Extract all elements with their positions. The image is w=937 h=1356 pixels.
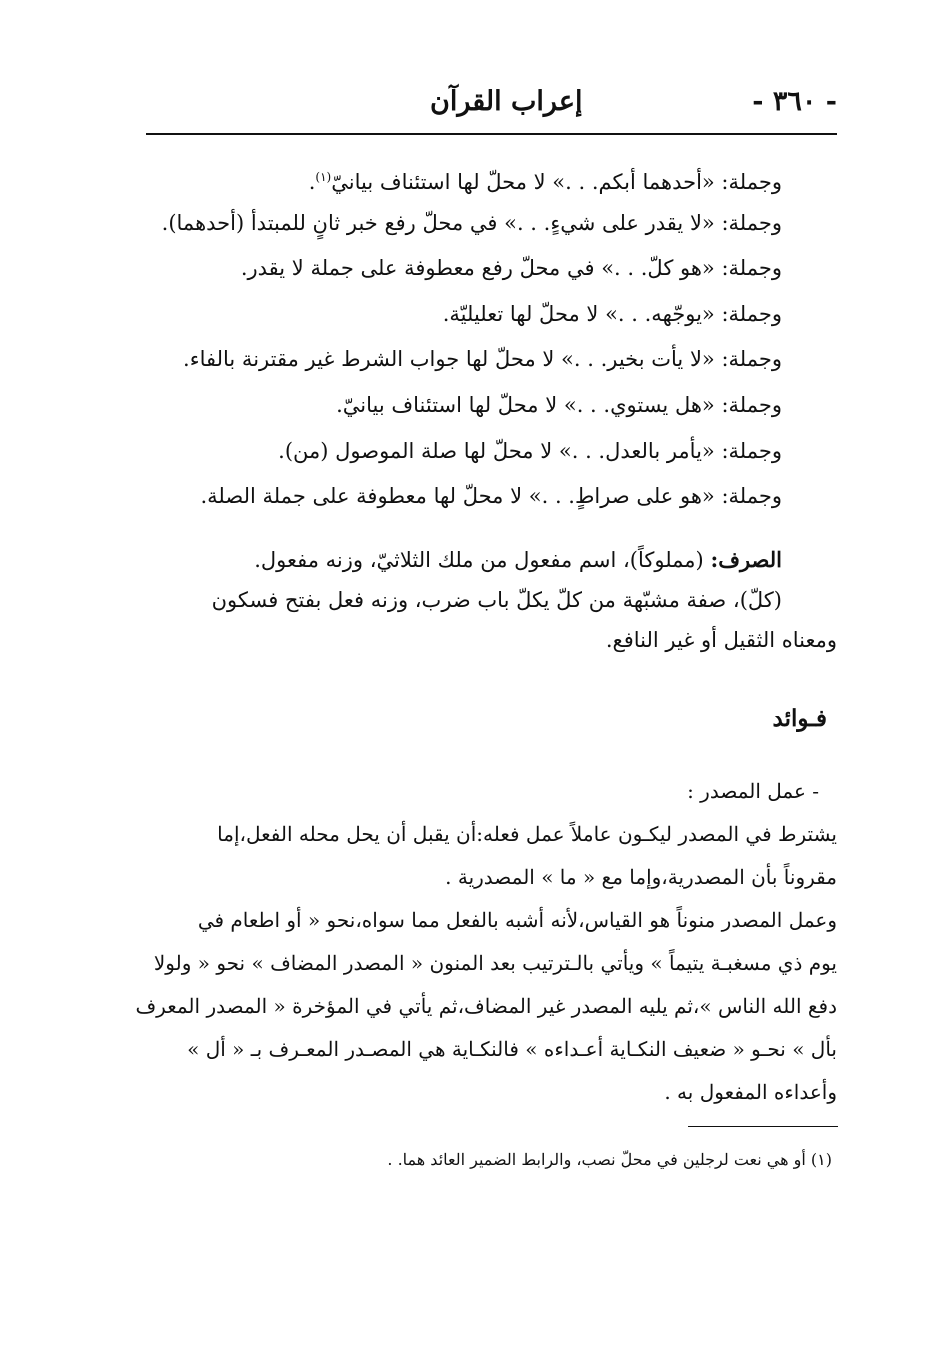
morphology-line: ومعناه الثقيل أو غير النافع. xyxy=(605,628,837,652)
sentence-line: وجملة: «أحدهما أبكم. . .» لا محلّ لها استئناف بيانيّ$^{(١)}$. xyxy=(308,170,782,194)
benefit-line: بأل » نحـو « ضعيف النكـاية أعـداءه » فالنكـاية هي المصـدر المعـرف بـ « أل » xyxy=(187,1037,837,1061)
running-title: إعراب القرآن xyxy=(430,86,583,117)
morphology-line: (كلّ)، صفة مشبّهة من كلّ يكلّ باب ضرب، وزنه فعل بفتح فسكون xyxy=(211,588,782,612)
benefit-line: وأعداءه المفعول به . xyxy=(664,1080,837,1104)
page-number: - ٣٦٠ - xyxy=(752,86,837,117)
footnote: (١) أو هي نعت لرجلين في محلّ نصب، والرابط الضمير العائد هما. . xyxy=(387,1150,832,1169)
morphology-label: الصرف: xyxy=(710,547,782,572)
sentence-line: وجملة: «لا يقدر على شيءٍ. . .» في محلّ رفع خبر ثانٍ للمبتدأ (أحدهما). xyxy=(161,210,782,235)
header-rule xyxy=(146,133,837,135)
benefit-line: يوم ذي مسغبـة يتيماً » ويأتي بالـترتيب بعد المنون « المصدر المضاف » نحو « ولولا xyxy=(153,951,837,975)
footnote-reference: (١) xyxy=(315,170,332,184)
benefit-line: وعمل المصدر منوناً هو القياس،لأنه أشبه بالفعل مما سواه،نحو « أو اطعام في xyxy=(197,908,837,932)
sentence-line: وجملة: «هو على صراطٍ. . .» لا محلّ لها معطوفة على جملة الصلة. xyxy=(200,484,782,509)
morphology-line: الصرف: (مملوكاً)، اسم مفعول من ملك الثلاثيّ، وزنه مفعول. xyxy=(254,547,782,572)
sentence-line: وجملة: «هو كلّ. . .» في محلّ رفع معطوفة على جملة لا يقدر. xyxy=(240,256,782,281)
benefit-topic: - عمل المصدر : xyxy=(687,779,819,803)
sentence-line: وجملة: «يأمر بالعدل. . .» لا محلّ لها صلة الموصول (من). xyxy=(278,438,782,463)
morphology-section xyxy=(147,540,837,660)
sentence-line: وجملة: «هل يستوي. . .» لا محلّ لها استئناف بيانيّ. xyxy=(336,392,782,417)
benefits-section xyxy=(137,770,837,1114)
footnote-rule xyxy=(688,1126,838,1127)
benefit-line: مقروناً بأن المصدرية،وإما مع « ما » المصدرية . xyxy=(445,865,837,889)
benefits-heading: فـوائد xyxy=(772,705,827,732)
sentence-analysis-list xyxy=(162,155,782,520)
sentence-line: وجملة: «يوجّهه. . .» لا محلّ لها تعليليّة. xyxy=(442,301,782,326)
benefit-line: دفع الله الناس »،ثم يليه المصدر غير المضاف،ثم يأتي في المؤخرة « المصدر المعرف xyxy=(135,994,837,1018)
benefit-line: يشترط في المصدر ليكـون عاملاً عمل فعله:أن يقبل أن يحل محله الفعل،إما xyxy=(217,822,837,846)
sentence-line: وجملة: «لا يأت بخير. . .» لا محلّ لها جواب الشرط غير مقترنة بالفاء. xyxy=(183,347,782,372)
